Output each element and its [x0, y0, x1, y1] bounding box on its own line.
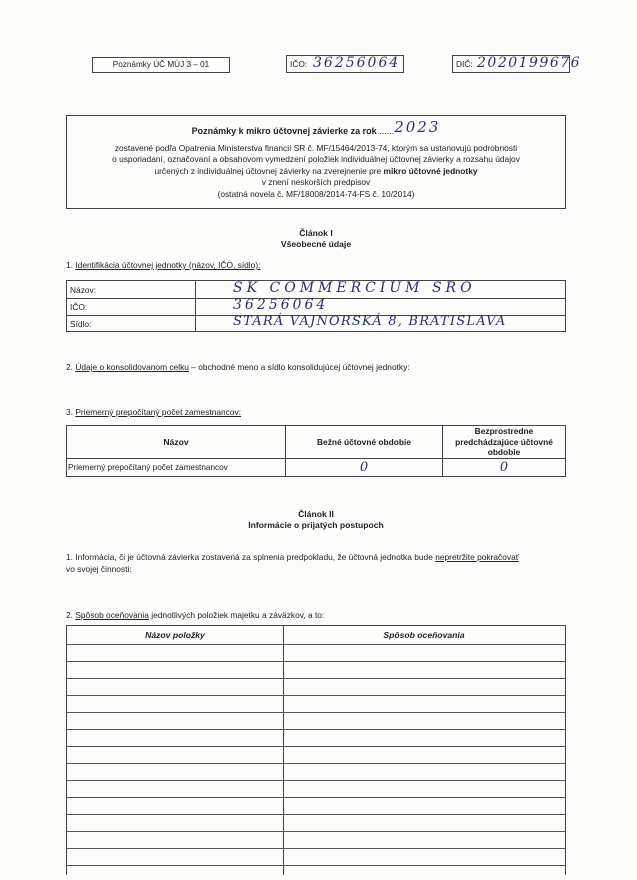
emp-col-name: Názov: [67, 426, 286, 459]
ico-handwritten-value: 36256064: [313, 55, 401, 71]
title-text: Poznámky k mikro účtovnej závierke za rok: [191, 126, 377, 136]
article-1-question-2: 2. Údaje o konsolidovanom celku – obchodné meno a sídlo konsolidujúcej účtovnej jednotky:: [66, 362, 410, 372]
ico-box: [286, 55, 404, 73]
article-1-heading: Článok I Všeobecné údaje: [280, 228, 352, 249]
dic-label: DIČ:: [456, 59, 473, 69]
identification-table: [66, 280, 566, 332]
emp-col-current: Bežné účtovné obdobie: [286, 426, 443, 459]
dic-handwritten-value: 2020199676: [477, 55, 582, 71]
description-line-5: (ostatná novela č. MF/18008/2014-74-FS č. 10/2014): [217, 188, 415, 199]
article-2-question-2: 2. Spôsob oceňovania jednotlivých položiek majetku a záväzkov, a to:: [66, 610, 325, 620]
title-block: [66, 115, 566, 209]
article-2-heading: Článok II Informácie o prijatých postupoch: [248, 509, 384, 530]
id-row-label-name: Názov:: [70, 285, 97, 295]
id-row-value-ico: 36256064: [233, 297, 329, 313]
valuation-col-item: Názov položky: [145, 630, 205, 640]
year-handwritten: 2023: [394, 118, 441, 136]
id-row-value-name: SK COMMERCIUM SRO: [233, 280, 476, 296]
description-line-1: zostavené podľa Opatrenia Ministerstva financií SR č. MF/15464/2013-74, ktorým sa ustanovujú podrobnosti: [114, 143, 518, 153]
form-code: Poznámky ÚČ MÚJ 3 – 01: [112, 60, 210, 69]
title-dots: ......: [379, 126, 395, 136]
article-1-question-3: 3. Priemerný prepočítaný počet zamestnancov:: [66, 407, 242, 417]
employees-table: [66, 425, 566, 477]
description-line-3: určených z individuálnej účtovnej závierky na zverejnenie pre mikro účtovné jednotky: [154, 165, 478, 176]
valuation-col-method: Spôsob oceňovania: [383, 630, 465, 640]
emp-col-previous: Bezprostredne predchádzajúce účtovné obdobie: [443, 426, 566, 459]
article-1-question-1: 1. Identifikácia účtovnej jednotky (názov, IČO, sídlo):: [66, 260, 261, 270]
description-line-2: o usporiadaní, označovaní a obsahovom vymedzení položiek individuálnej účtovnej závierky a rozsahu údajov: [112, 154, 520, 165]
title-description: [67, 143, 565, 200]
emp-previous-value: 0: [443, 458, 566, 476]
id-row-label-ico: IČO:: [70, 302, 88, 312]
title-line: [67, 120, 565, 138]
form-code-box: [92, 57, 230, 73]
id-row-label-sidlo: Sídlo:: [70, 319, 92, 329]
emp-current-value: 0: [286, 458, 443, 476]
valuation-table: [66, 625, 566, 875]
id-row-value-sidlo: STARÁ VAJNORSKÁ 8, BRATISLAVA: [233, 314, 507, 329]
dic-box: [452, 55, 582, 73]
description-line-4: v znení neskorších predpisov: [261, 177, 371, 188]
emp-row-label: Priemerný prepočítaný počet zamestnancov: [67, 458, 286, 476]
ico-label: IČO:: [290, 59, 308, 69]
article-2-question-1: 1. Informácia, či je účtovná závierka zostavená za splnenia predpokladu, že účtovná jednotka bude nepretržite pokračovať vo svojej činnosti:: [66, 552, 519, 574]
